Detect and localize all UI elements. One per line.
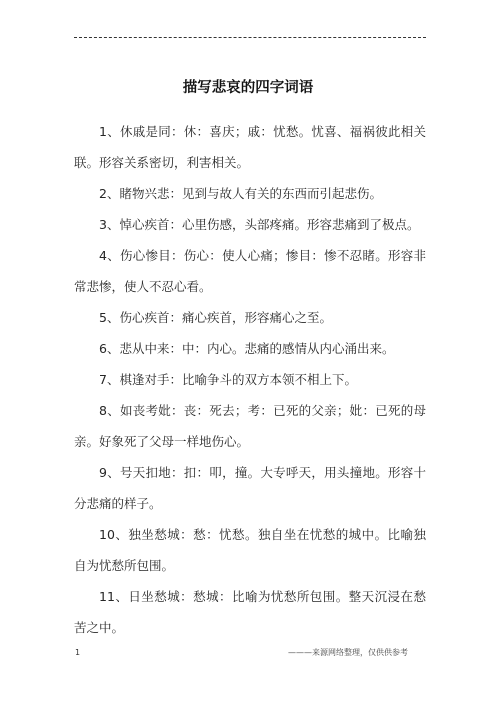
entry-5: 5、伤心疾首：痛心疾首，形容痛心之至。 [99,310,332,325]
entry-list [74,116,426,643]
page-title: 描写悲哀的四字词语 [182,80,314,96]
entry-9: 9、号天扣地：扣：叩，撞。大专呼天，用头撞地。形容十分悲痛的样子。 [74,465,426,511]
entry-11: 11、日坐愁城：愁城：比喻为忧愁所包围。整天沉浸在愁苦之中。 [74,589,426,635]
entry-4: 4、伤心惨目：伤心：使人心痛；惨目：惨不忍睹。形容非常悲惨，使人不忍心看。 [74,248,426,294]
entry-1: 1、休戚是同：休：喜庆；戚：忧愁。忧喜、福祸彼此相关联。形容关系密切，利害相关。 [74,124,426,170]
entry-10: 10、独坐愁城：愁：忧愁。独自坐在忧愁的城中。比喻独自为忧愁所包围。 [74,527,426,573]
entry-8: 8、如丧考妣：丧：死去；考：已死的父亲；妣：已死的母亲。好象死了父母一样地伤心。 [74,403,426,449]
entry-2: 2、睹物兴悲：见到与故人有关的东西而引起悲伤。 [99,186,382,201]
entry-6: 6、悲从中来：中：内心。悲痛的感情从内心涌出来。 [99,341,395,356]
entry-7: 7、棋逢对手：比喻争斗的双方本领不相上下。 [99,372,357,387]
page-footer [74,646,426,660]
header-dashed-rule [74,37,426,38]
entry-3: 3、悼心疾首：心里伤感，头部疼痛。形容悲痛到了极点。 [99,217,420,232]
page-number: 1 [75,648,81,657]
footer-source-note: ———来源网络整理，仅供供参考 [288,648,408,657]
